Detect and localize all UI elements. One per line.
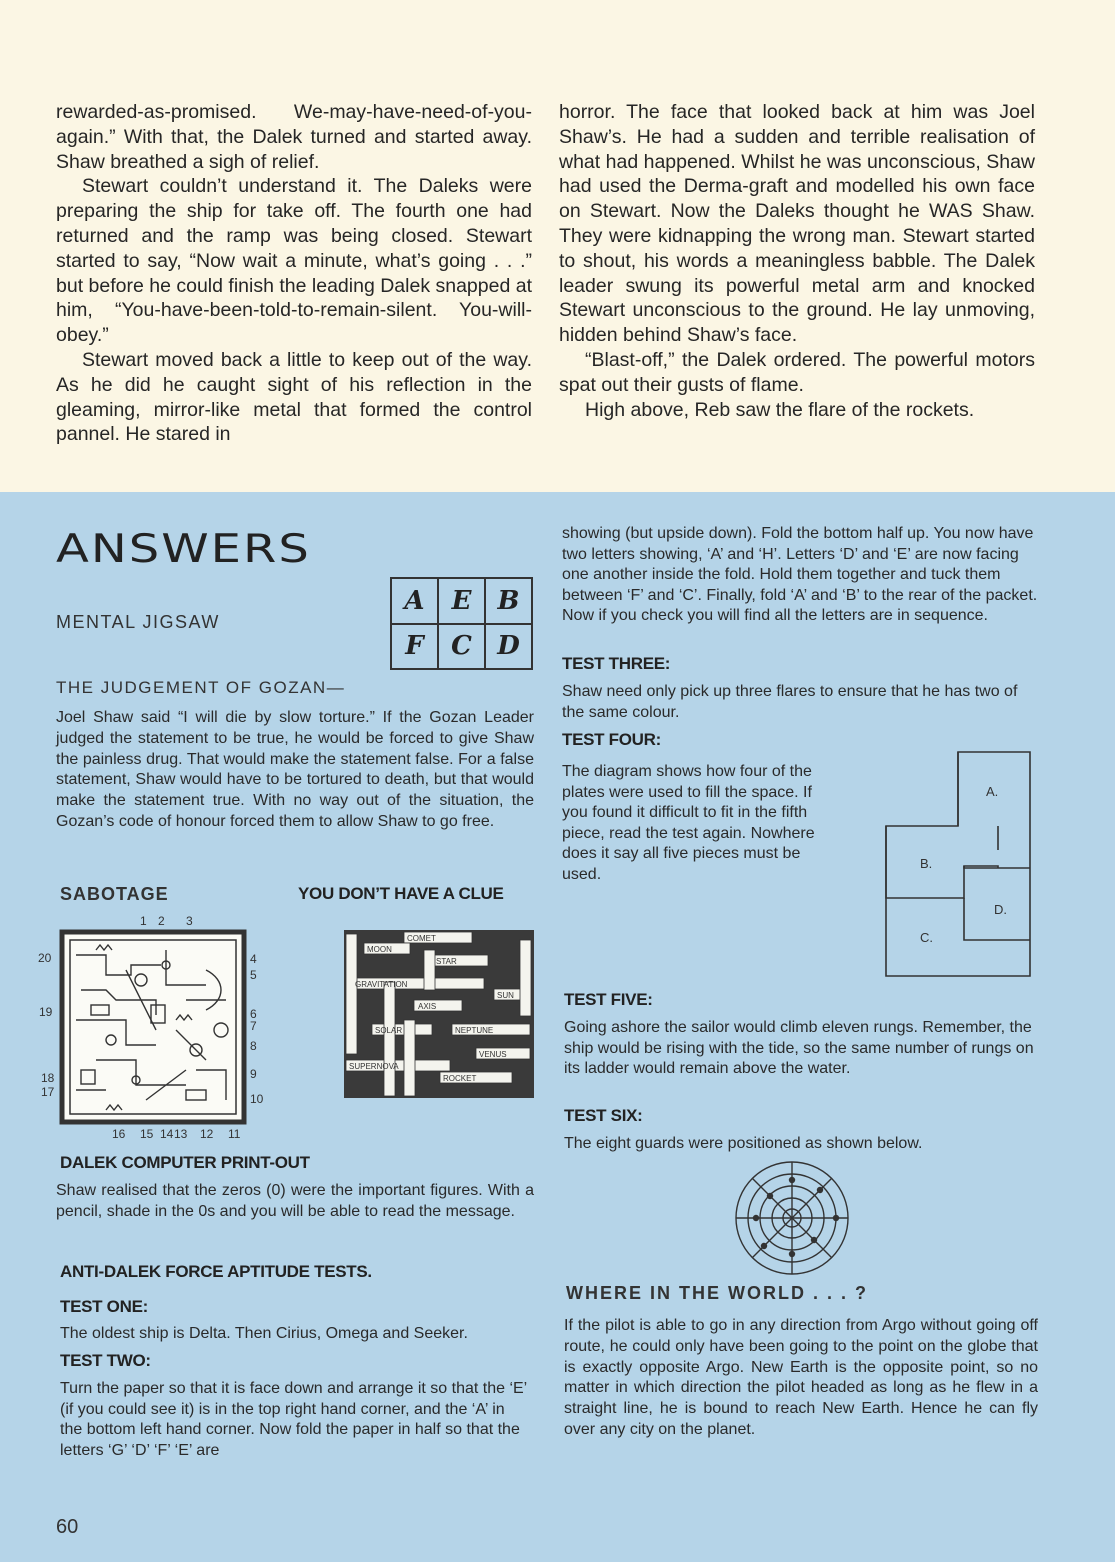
sabotage-number: 1 [140, 914, 147, 928]
crossword-word: AXIS [418, 1002, 437, 1011]
crossword-word: STAR [436, 957, 457, 966]
where-in-world-text: If the pilot is able to go in any direction from Argo without going off route, he could only have been going to the point on the globe that is exactly opposite Argo. New Earth is the opposite point, so no matter in which direction the pilot headed as long as he flew in a straight line, he is bound to reach New Earth. Hence he can fly over any city on the planet. [564, 1317, 1038, 1438]
where-in-world-heading: WHERE IN THE WORLD . . . ? [566, 1283, 868, 1303]
sabotage-circuit-diagram [36, 910, 276, 1142]
test-five-text: Going ashore the sailor would climb eleven rungs. Remember, the ship would be rising with the tide, so the same number of rungs on its ladder would remain above the water. [564, 1019, 1034, 1077]
sabotage-number: 13 [174, 1127, 188, 1141]
story-paragraph: Stewart moved back a little to keep out of the way. As he did he caught sight of his reflection in the gleaming, mirror-like metal that formed the control pannel. He stared in [56, 348, 532, 446]
jigsaw-cell: B [485, 578, 532, 624]
test-five-heading: TEST FIVE: [564, 990, 653, 1009]
dalek-printout-heading: DALEK COMPUTER PRINT-OUT [60, 1153, 310, 1172]
gozan-text: Joel Shaw said “I will die by slow torture.” If the Gozan Leader judged the statement to be true, he would be forced to give Shaw the painless drug. That would make the statement false. For a false statement, Shaw would have to be tortured to death, but that would make the statement true. With no way out of the situation, the Gozan’s code of honour forced them to allow Shaw to go free. [56, 709, 534, 830]
jigsaw-cell: F [391, 624, 438, 670]
jigsaw-cell: C [438, 624, 485, 670]
story-column-right [559, 100, 1035, 422]
sabotage-number: 19 [39, 1005, 53, 1019]
aptitude-heading: ANTI-DALEK FORCE APTITUDE TESTS. [60, 1262, 372, 1281]
crossword-word: NEPTUNE [455, 1026, 494, 1035]
sabotage-number: 4 [250, 952, 257, 966]
crossword-word: ROCKET [443, 1074, 477, 1083]
crossword-word: MOON [367, 945, 392, 954]
crossword-word: SUN [497, 991, 514, 1000]
sabotage-number: 18 [41, 1071, 55, 1085]
crossword-word: VENUS [479, 1050, 507, 1059]
test-four-heading: TEST FOUR: [562, 730, 661, 749]
dalek-printout-text: Shaw realised that the zeros (0) were the important figures. With a pencil, shade in the 0s and you will be able to read the message. [56, 1182, 534, 1220]
sabotage-heading: SABOTAGE [60, 884, 169, 904]
sabotage-number: 14 [160, 1127, 174, 1141]
plate-label: C. [920, 930, 933, 945]
test-six-heading: TEST SIX: [564, 1106, 643, 1125]
crossword-word: GRAVITATION [355, 980, 408, 989]
test-one-text: The oldest ship is Delta. Then Cirius, Omega and Seeker. [60, 1325, 468, 1342]
plate-label: A. [986, 784, 999, 799]
plate-label: D. [994, 902, 1007, 917]
test-four-text: The diagram shows how four of the plates were used to fill the space. If you found it difficult to fit in the fifth piece, read the test again. Nowhere does it say all five pieces must be used. [562, 763, 815, 883]
test-two-continued: showing (but upside down). Fold the bottom half up. You now have two letters showing, ‘A’ and ‘H’. Letters ‘D’ and ‘E’ are now facing one another inside the fold. Hold them together and tuck them between ‘F’ and ‘C’. Finally, fold ‘A’ and ‘B’ to the rear of the packet. Now if you check you will find all the letters are in sequence. [562, 525, 1038, 624]
test-six-text: The eight guards were positioned as shown below. [564, 1135, 923, 1152]
sabotage-number: 12 [200, 1127, 214, 1141]
sabotage-number: 6 [250, 1007, 257, 1021]
jigsaw-cell: E [438, 578, 485, 624]
story-paragraph: High above, Reb saw the flare of the rockets. [585, 398, 975, 421]
sabotage-number: 20 [38, 951, 52, 965]
story-paragraph: rewarded-as-promised. We-may-have-need-of-you-again.” With that, the Dalek turned and started away. Shaw breathed a sigh of relief. [56, 101, 532, 173]
test-one-heading: TEST ONE: [60, 1297, 148, 1316]
page-number: 60 [56, 1516, 79, 1538]
crossword-word: COMET [407, 934, 436, 943]
story-section [0, 0, 1115, 492]
jigsaw-cell: A [391, 578, 438, 624]
sabotage-number: 8 [250, 1039, 257, 1053]
story-column-left [56, 100, 532, 447]
no-clue-heading: YOU DON’T HAVE A CLUE [298, 884, 504, 903]
answers-title: ANSWERS [56, 526, 311, 572]
plates-diagram [884, 750, 1036, 982]
sabotage-number: 2 [158, 914, 165, 928]
sabotage-number: 11 [228, 1127, 241, 1141]
crossword-grid [344, 930, 534, 1098]
plate-label: B. [920, 856, 933, 871]
sabotage-number: 15 [140, 1127, 154, 1141]
sabotage-number: 9 [250, 1067, 257, 1081]
crossword-word: SUPERNOVA [349, 1062, 399, 1071]
story-paragraph: horror. The face that looked back at him was Joel Shaw’s. He had a sudden and terrible realisation of what had happened. Whilst he was unconscious, Shaw had used the Derma-graft and modelled his own face on Stewart. Now the Daleks thought he WAS Shaw. They were kidnapping the wrong man. Stewart started to shout, his words a meaningless babble. The Dalek leader swung its powerful metal arm and knocked Stewart unconscious to the ground. He lay unmoving, hidden behind Shaw’s face. [559, 101, 1035, 347]
test-two-text: Turn the paper so that it is face down and arrange it so that the ‘E’ (if you could see it) is in the top right hand corner, and the ‘A’ in the bottom left hand corner. Now fold the paper in half so that the letters ‘G’ ‘D’ ‘F’ ‘E’ are [60, 1380, 527, 1459]
test-three-heading: TEST THREE: [562, 654, 671, 673]
jigsaw-grid [390, 577, 533, 670]
sabotage-number: 10 [250, 1092, 264, 1106]
sabotage-number: 3 [186, 914, 193, 928]
test-two-heading: TEST TWO: [60, 1351, 151, 1370]
jigsaw-cell: D [485, 624, 532, 670]
gozan-heading: THE JUDGEMENT OF GOZAN— [56, 678, 346, 697]
sabotage-number: 17 [41, 1085, 55, 1099]
mental-jigsaw-heading: MENTAL JIGSAW [56, 612, 220, 632]
sabotage-number: 16 [112, 1127, 126, 1141]
guards-circle-diagram [732, 1158, 852, 1278]
story-paragraph: “Blast-off,” the Dalek ordered. The powerful motors spat out their gusts of flame. [559, 348, 1035, 396]
story-paragraph: Stewart couldn’t understand it. The Daleks were preparing the ship for take off. The fourth one had returned and the ramp was being closed. Stewart started to say, “Now wait a minute, what’s going . . .” but before he could finish the leading Dalek snapped at him, “You-have-been-told-to-remain-silent. You-will-obey.” [56, 175, 532, 347]
test-three-text: Shaw need only pick up three flares to ensure that he has two of the same colour. [562, 683, 1018, 721]
sabotage-number: 7 [250, 1019, 257, 1033]
crossword-word: SOLAR [375, 1026, 403, 1035]
sabotage-number: 5 [250, 968, 257, 982]
